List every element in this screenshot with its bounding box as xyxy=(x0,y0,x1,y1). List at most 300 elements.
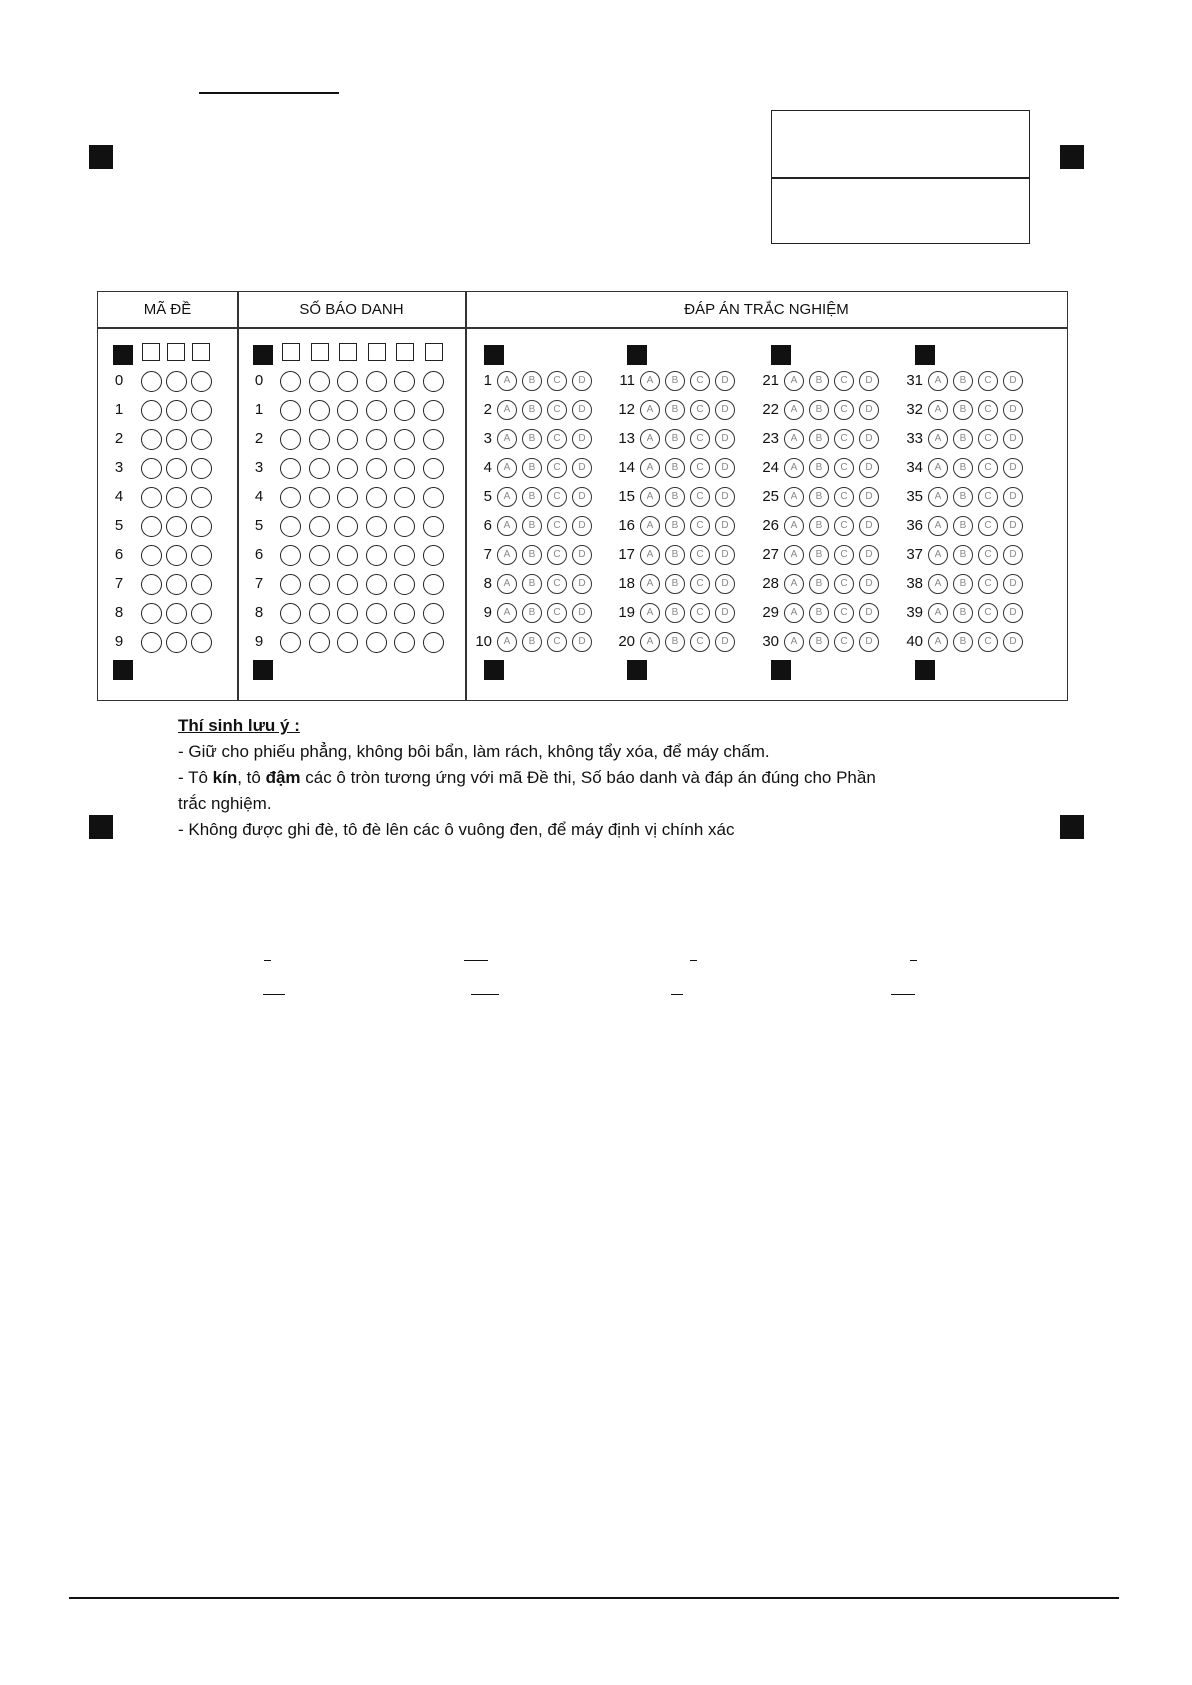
answer-bubble[interactable]: A xyxy=(928,371,948,391)
answer-bubble[interactable]: A xyxy=(640,632,660,652)
answer-bubble[interactable]: C xyxy=(978,400,998,420)
so-bao-danh-bubble[interactable] xyxy=(280,516,301,537)
so-bao-danh-bubble[interactable] xyxy=(366,400,387,421)
ma-de-bubble[interactable] xyxy=(141,371,162,392)
answer-bubble[interactable]: C xyxy=(834,516,854,536)
answer-bubble[interactable]: D xyxy=(572,574,592,594)
ma-de-digit-label: 2 xyxy=(114,430,124,447)
answer-bubble[interactable]: B xyxy=(809,371,829,391)
so-bao-danh-bubble[interactable] xyxy=(280,487,301,508)
answer-bubble[interactable]: A xyxy=(928,632,948,652)
note-line-4: - Không được ghi đè, tô đè lên các ô vuông đen, để máy định vị chính xác xyxy=(178,820,735,839)
so-bao-danh-bubble[interactable] xyxy=(394,545,415,566)
so-bao-danh-bubble[interactable] xyxy=(423,458,444,479)
answer-bubble[interactable]: A xyxy=(497,516,517,536)
ma-de-bubble[interactable] xyxy=(191,429,212,450)
timing-mark xyxy=(113,345,133,365)
answer-bubble[interactable]: A xyxy=(640,603,660,623)
answer-bubble[interactable]: A xyxy=(784,429,804,449)
ma-de-bubble[interactable] xyxy=(191,400,212,421)
question-number: 23 xyxy=(762,430,779,447)
answer-bubble[interactable]: C xyxy=(834,574,854,594)
answer-bubble[interactable]: A xyxy=(640,516,660,536)
so-bao-danh-bubble[interactable] xyxy=(423,371,444,392)
answer-bubble[interactable]: B xyxy=(665,603,685,623)
answer-bubble[interactable]: A xyxy=(784,371,804,391)
so-bao-danh-bubble[interactable] xyxy=(366,458,387,479)
answer-bubble[interactable]: D xyxy=(1003,545,1023,565)
so-bao-danh-bubble[interactable] xyxy=(309,487,330,508)
answer-bubble[interactable]: C xyxy=(690,574,710,594)
answer-bubble[interactable]: C xyxy=(547,487,567,507)
answer-bubble[interactable]: D xyxy=(859,603,879,623)
answer-bubble[interactable]: D xyxy=(572,516,592,536)
so-bao-danh-bubble[interactable] xyxy=(366,516,387,537)
so-bao-danh-bubble[interactable] xyxy=(394,516,415,537)
answer-bubble[interactable]: C xyxy=(547,545,567,565)
answer-bubble[interactable]: C xyxy=(834,487,854,507)
so-bao-danh-bubble[interactable] xyxy=(366,371,387,392)
answer-bubble[interactable]: D xyxy=(572,371,592,391)
answer-bubble[interactable]: B xyxy=(953,458,973,478)
note-kin: kín xyxy=(212,768,238,787)
answer-bubble[interactable]: A xyxy=(928,458,948,478)
answer-bubble[interactable]: C xyxy=(547,632,567,652)
answer-bubble[interactable]: D xyxy=(1003,371,1023,391)
answer-bubble[interactable]: C xyxy=(547,371,567,391)
so-bao-danh-bubble[interactable] xyxy=(337,574,358,595)
answer-bubble[interactable]: B xyxy=(665,371,685,391)
answer-bubble[interactable]: C xyxy=(978,545,998,565)
answer-bubble[interactable]: B xyxy=(522,429,542,449)
answer-bubble[interactable]: A xyxy=(640,429,660,449)
so-bao-danh-bubble[interactable] xyxy=(423,574,444,595)
answer-bubble[interactable]: B xyxy=(522,545,542,565)
answer-bubble[interactable]: B xyxy=(953,487,973,507)
answer-bubble[interactable]: C xyxy=(690,632,710,652)
answer-bubble[interactable]: D xyxy=(859,632,879,652)
answer-bubble[interactable]: C xyxy=(978,487,998,507)
answer-grid xyxy=(97,291,1068,701)
so-bao-danh-bubble[interactable] xyxy=(309,516,330,537)
so-bao-danh-bubble[interactable] xyxy=(366,632,387,653)
so-bao-danh-bubble[interactable] xyxy=(280,632,301,653)
answer-bubble[interactable]: B xyxy=(809,574,829,594)
question-number: 13 xyxy=(618,430,635,447)
question-number: 1 xyxy=(483,372,492,389)
answer-bubble[interactable]: C xyxy=(690,371,710,391)
answer-bubble[interactable]: A xyxy=(928,429,948,449)
timing-mark xyxy=(771,660,791,680)
answer-bubble[interactable]: B xyxy=(953,632,973,652)
dap-an-heading: ĐÁP ÁN TRẮC NGHIỆM xyxy=(684,301,849,318)
ma-de-bubble[interactable] xyxy=(141,603,162,624)
so-bao-danh-bubble[interactable] xyxy=(337,516,358,537)
so-bao-danh-bubble[interactable] xyxy=(423,516,444,537)
answer-bubble[interactable]: B xyxy=(522,371,542,391)
ma-de-digit-label: 8 xyxy=(114,604,124,621)
answer-bubble[interactable]: B xyxy=(665,574,685,594)
ma-de-digit-label: 5 xyxy=(114,517,124,534)
so-bao-danh-bubble[interactable] xyxy=(394,400,415,421)
answer-bubble[interactable]: D xyxy=(715,603,735,623)
answer-bubble[interactable]: B xyxy=(522,458,542,478)
answer-bubble[interactable]: A xyxy=(497,632,517,652)
answer-bubble[interactable]: B xyxy=(665,458,685,478)
header-box xyxy=(771,110,1030,244)
note-line-1: - Giữ cho phiếu phẳng, không bôi bẩn, làm rách, không tẩy xóa, để máy chấm. xyxy=(178,742,770,761)
answer-bubble[interactable]: B xyxy=(809,458,829,478)
so-bao-danh-bubble[interactable] xyxy=(337,545,358,566)
answer-bubble[interactable]: C xyxy=(547,603,567,623)
answer-bubble[interactable]: A xyxy=(784,487,804,507)
answer-bubble[interactable]: A xyxy=(784,574,804,594)
ma-de-bubble[interactable] xyxy=(191,487,212,508)
timing-mark xyxy=(253,345,273,365)
answer-bubble[interactable]: A xyxy=(784,458,804,478)
so-bao-danh-bubble[interactable] xyxy=(366,429,387,450)
answer-column xyxy=(466,292,1067,700)
answer-bubble[interactable]: B xyxy=(522,516,542,536)
answer-bubble[interactable]: D xyxy=(715,487,735,507)
answer-bubble[interactable]: C xyxy=(690,458,710,478)
answer-bubble[interactable]: A xyxy=(497,400,517,420)
so-bao-danh-bubble[interactable] xyxy=(337,603,358,624)
answer-bubble[interactable]: B xyxy=(665,487,685,507)
so-bao-danh-bubble[interactable] xyxy=(423,487,444,508)
answer-bubble[interactable]: C xyxy=(547,400,567,420)
answer-bubble[interactable]: A xyxy=(928,603,948,623)
answer-bubble[interactable]: C xyxy=(978,574,998,594)
answer-bubble[interactable]: A xyxy=(784,603,804,623)
question-number: 22 xyxy=(762,401,779,418)
ma-de-bubble[interactable] xyxy=(191,458,212,479)
answer-bubble[interactable]: B xyxy=(809,400,829,420)
answer-bubble[interactable]: D xyxy=(572,400,592,420)
answer-bubble[interactable]: D xyxy=(1003,429,1023,449)
so-bao-danh-bubble[interactable] xyxy=(394,603,415,624)
answer-bubble[interactable]: D xyxy=(715,632,735,652)
question-number: 40 xyxy=(906,633,923,650)
blank-line xyxy=(471,994,499,995)
answer-bubble[interactable]: D xyxy=(859,400,879,420)
ma-de-bubble[interactable] xyxy=(166,545,187,566)
answer-bubble[interactable]: D xyxy=(1003,632,1023,652)
answer-bubble[interactable]: D xyxy=(1003,574,1023,594)
note-line-3: trắc nghiệm. xyxy=(178,794,272,813)
so-bao-danh-write-box[interactable] xyxy=(339,343,357,361)
answer-bubble[interactable]: D xyxy=(859,429,879,449)
answer-bubble[interactable]: D xyxy=(859,487,879,507)
ma-de-bubble[interactable] xyxy=(166,516,187,537)
answer-bubble[interactable]: D xyxy=(715,371,735,391)
so-bao-danh-bubble[interactable] xyxy=(309,603,330,624)
ma-de-write-box[interactable] xyxy=(142,343,160,361)
so-bao-danh-bubble[interactable] xyxy=(366,603,387,624)
answer-bubble[interactable]: D xyxy=(715,516,735,536)
answer-bubble[interactable]: C xyxy=(690,603,710,623)
answer-bubble[interactable]: B xyxy=(665,429,685,449)
answer-bubble[interactable]: C xyxy=(690,487,710,507)
question-number: 29 xyxy=(762,604,779,621)
so-bao-danh-bubble[interactable] xyxy=(423,400,444,421)
answer-bubble[interactable]: D xyxy=(572,603,592,623)
so-bao-danh-write-box[interactable] xyxy=(311,343,329,361)
so-bao-danh-bubble[interactable] xyxy=(280,545,301,566)
so-bao-danh-bubble[interactable] xyxy=(394,632,415,653)
ma-de-digit-label: 9 xyxy=(114,633,124,650)
so-bao-danh-bubble[interactable] xyxy=(337,429,358,450)
ma-de-bubble[interactable] xyxy=(141,574,162,595)
ma-de-bubble[interactable] xyxy=(166,632,187,653)
answer-bubble[interactable]: B xyxy=(665,632,685,652)
blank-line xyxy=(690,960,697,961)
note-line-2 xyxy=(178,767,876,789)
ma-de-bubble[interactable] xyxy=(191,371,212,392)
so-bao-danh-bubble[interactable] xyxy=(366,487,387,508)
answer-bubble[interactable]: A xyxy=(640,400,660,420)
answer-bubble[interactable]: D xyxy=(1003,516,1023,536)
so-bao-danh-bubble[interactable] xyxy=(280,371,301,392)
answer-bubble[interactable]: C xyxy=(547,429,567,449)
question-number: 16 xyxy=(618,517,635,534)
answer-bubble[interactable]: A xyxy=(784,400,804,420)
so-bao-danh-bubble[interactable] xyxy=(337,487,358,508)
answer-bubble[interactable]: A xyxy=(497,371,517,391)
ma-de-bubble[interactable] xyxy=(191,516,212,537)
ma-de-bubble[interactable] xyxy=(191,603,212,624)
ma-de-bubble[interactable] xyxy=(166,458,187,479)
answer-bubble[interactable]: C xyxy=(978,603,998,623)
answer-bubble[interactable]: A xyxy=(784,545,804,565)
ma-de-digit-label: 3 xyxy=(114,459,124,476)
answer-bubble[interactable]: C xyxy=(834,632,854,652)
answer-bubble[interactable]: A xyxy=(497,429,517,449)
answer-bubble[interactable]: D xyxy=(572,487,592,507)
answer-bubble[interactable]: C xyxy=(834,458,854,478)
so-bao-danh-digit-label: 0 xyxy=(254,372,264,389)
answer-bubble[interactable]: C xyxy=(834,603,854,623)
answer-bubble[interactable]: B xyxy=(953,603,973,623)
answer-bubble[interactable]: B xyxy=(809,545,829,565)
answer-bubble[interactable]: D xyxy=(715,429,735,449)
so-bao-danh-bubble[interactable] xyxy=(394,487,415,508)
answer-bubble[interactable]: A xyxy=(497,545,517,565)
answer-bubble[interactable]: C xyxy=(547,458,567,478)
ma-de-bubble[interactable] xyxy=(166,603,187,624)
ma-de-bubble[interactable] xyxy=(191,574,212,595)
so-bao-danh-digit-label: 6 xyxy=(254,546,264,563)
so-bao-danh-bubble[interactable] xyxy=(337,632,358,653)
answer-bubble[interactable]: A xyxy=(497,487,517,507)
answer-bubble[interactable]: B xyxy=(665,516,685,536)
timing-mark xyxy=(113,660,133,680)
so-bao-danh-write-box[interactable] xyxy=(282,343,300,361)
so-bao-danh-bubble[interactable] xyxy=(309,458,330,479)
so-bao-danh-bubble[interactable] xyxy=(280,400,301,421)
so-bao-danh-bubble[interactable] xyxy=(423,429,444,450)
ma-de-bubble[interactable] xyxy=(191,632,212,653)
question-number: 33 xyxy=(906,430,923,447)
so-bao-danh-bubble[interactable] xyxy=(423,545,444,566)
timing-mark xyxy=(484,660,504,680)
answer-bubble[interactable]: A xyxy=(928,400,948,420)
answer-bubble[interactable]: C xyxy=(690,516,710,536)
ma-de-bubble[interactable] xyxy=(166,400,187,421)
question-number: 35 xyxy=(906,488,923,505)
answer-bubble[interactable]: D xyxy=(859,545,879,565)
answer-bubble[interactable]: A xyxy=(928,516,948,536)
answer-bubble[interactable]: B xyxy=(953,400,973,420)
answer-bubble[interactable]: D xyxy=(1003,603,1023,623)
answer-bubble[interactable]: C xyxy=(834,400,854,420)
answer-bubble[interactable]: D xyxy=(572,458,592,478)
answer-bubble[interactable]: C xyxy=(690,400,710,420)
ma-de-digit-label: 6 xyxy=(114,546,124,563)
ma-de-bubble[interactable] xyxy=(166,487,187,508)
answer-bubble[interactable]: C xyxy=(978,632,998,652)
answer-bubble[interactable]: B xyxy=(522,603,542,623)
ma-de-heading: MÃ ĐỀ xyxy=(143,301,192,318)
ma-de-bubble[interactable] xyxy=(141,458,162,479)
so-bao-danh-write-box[interactable] xyxy=(425,343,443,361)
so-bao-danh-bubble[interactable] xyxy=(394,458,415,479)
answer-bubble[interactable]: D xyxy=(715,545,735,565)
answer-bubble[interactable]: B xyxy=(953,545,973,565)
answer-bubble[interactable]: A xyxy=(640,371,660,391)
so-bao-danh-bubble[interactable] xyxy=(280,458,301,479)
so-bao-danh-bubble[interactable] xyxy=(309,632,330,653)
answer-bubble[interactable]: B xyxy=(809,632,829,652)
answer-bubble[interactable]: B xyxy=(953,574,973,594)
ma-de-bubble[interactable] xyxy=(141,545,162,566)
ma-de-bubble[interactable] xyxy=(141,632,162,653)
so-bao-danh-write-box[interactable] xyxy=(368,343,386,361)
so-bao-danh-bubble[interactable] xyxy=(280,574,301,595)
answer-bubble[interactable]: D xyxy=(859,574,879,594)
answer-bubble[interactable]: D xyxy=(715,458,735,478)
answer-bubble[interactable]: C xyxy=(834,371,854,391)
so-bao-danh-bubble[interactable] xyxy=(280,603,301,624)
answer-bubble[interactable]: C xyxy=(547,516,567,536)
answer-bubble[interactable]: A xyxy=(497,574,517,594)
so-bao-danh-bubble[interactable] xyxy=(309,400,330,421)
answer-bubble[interactable]: C xyxy=(978,516,998,536)
answer-bubble[interactable]: B xyxy=(809,487,829,507)
so-bao-danh-write-box[interactable] xyxy=(396,343,414,361)
answer-bubble[interactable]: C xyxy=(690,429,710,449)
answer-bubble[interactable]: D xyxy=(859,458,879,478)
so-bao-danh-bubble[interactable] xyxy=(394,574,415,595)
answer-bubble[interactable]: D xyxy=(715,400,735,420)
answer-bubble[interactable]: C xyxy=(690,545,710,565)
so-bao-danh-bubble[interactable] xyxy=(337,371,358,392)
answer-bubble[interactable]: C xyxy=(547,574,567,594)
answer-bubble[interactable]: D xyxy=(1003,487,1023,507)
ma-de-bubble[interactable] xyxy=(141,516,162,537)
so-bao-danh-bubble[interactable] xyxy=(309,574,330,595)
so-bao-danh-bubble[interactable] xyxy=(309,429,330,450)
answer-bubble[interactable]: A xyxy=(784,632,804,652)
ma-de-bubble[interactable] xyxy=(141,429,162,450)
answer-bubble[interactable]: B xyxy=(522,487,542,507)
so-bao-danh-digit-label: 4 xyxy=(254,488,264,505)
answer-bubble[interactable]: B xyxy=(809,516,829,536)
answer-bubble[interactable]: C xyxy=(978,371,998,391)
answer-bubble[interactable]: B xyxy=(953,429,973,449)
question-number: 14 xyxy=(618,459,635,476)
answer-bubble[interactable]: B xyxy=(522,400,542,420)
answer-bubble[interactable]: C xyxy=(978,429,998,449)
answer-bubble[interactable]: A xyxy=(928,487,948,507)
blank-line xyxy=(891,994,915,995)
answer-bubble[interactable]: D xyxy=(1003,458,1023,478)
ma-de-bubble[interactable] xyxy=(166,574,187,595)
answer-bubble[interactable]: B xyxy=(522,632,542,652)
so-bao-danh-bubble[interactable] xyxy=(423,603,444,624)
answer-bubble[interactable]: D xyxy=(859,371,879,391)
answer-bubble[interactable]: D xyxy=(1003,400,1023,420)
so-bao-danh-bubble[interactable] xyxy=(423,632,444,653)
answer-bubble[interactable]: B xyxy=(522,574,542,594)
so-bao-danh-bubble[interactable] xyxy=(337,458,358,479)
answer-bubble[interactable]: D xyxy=(572,545,592,565)
answer-bubble[interactable]: D xyxy=(859,516,879,536)
ma-de-bubble[interactable] xyxy=(166,429,187,450)
ma-de-bubble[interactable] xyxy=(141,400,162,421)
answer-bubble[interactable]: A xyxy=(640,458,660,478)
so-bao-danh-bubble[interactable] xyxy=(309,545,330,566)
answer-bubble[interactable]: A xyxy=(640,487,660,507)
answer-bubble[interactable]: D xyxy=(715,574,735,594)
so-bao-danh-bubble[interactable] xyxy=(309,371,330,392)
answer-bubble[interactable]: A xyxy=(928,545,948,565)
answer-bubble[interactable]: B xyxy=(809,603,829,623)
ma-de-write-box[interactable] xyxy=(167,343,185,361)
question-number: 38 xyxy=(906,575,923,592)
answer-bubble[interactable]: A xyxy=(640,545,660,565)
ma-de-bubble[interactable] xyxy=(191,545,212,566)
question-number: 19 xyxy=(618,604,635,621)
answer-bubble[interactable]: A xyxy=(640,574,660,594)
ma-de-write-box[interactable] xyxy=(192,343,210,361)
answer-bubble[interactable]: B xyxy=(953,371,973,391)
answer-bubble[interactable]: A xyxy=(497,458,517,478)
ma-de-bubble[interactable] xyxy=(166,371,187,392)
so-bao-danh-bubble[interactable] xyxy=(366,545,387,566)
answer-bubble[interactable]: D xyxy=(572,632,592,652)
ma-de-bubble[interactable] xyxy=(141,487,162,508)
answer-bubble[interactable]: B xyxy=(665,545,685,565)
answer-bubble[interactable]: B xyxy=(809,429,829,449)
so-bao-danh-digit-label: 9 xyxy=(254,633,264,650)
so-bao-danh-bubble[interactable] xyxy=(394,429,415,450)
answer-bubble[interactable]: C xyxy=(978,458,998,478)
answer-bubble[interactable]: D xyxy=(572,429,592,449)
answer-bubble[interactable]: A xyxy=(497,603,517,623)
so-bao-danh-bubble[interactable] xyxy=(337,400,358,421)
timing-mark xyxy=(484,345,504,365)
answer-bubble[interactable]: C xyxy=(834,429,854,449)
answer-bubble[interactable]: B xyxy=(953,516,973,536)
so-bao-danh-bubble[interactable] xyxy=(280,429,301,450)
answer-bubble[interactable]: A xyxy=(784,516,804,536)
so-bao-danh-bubble[interactable] xyxy=(394,371,415,392)
answer-bubble[interactable]: C xyxy=(834,545,854,565)
answer-bubble[interactable]: B xyxy=(665,400,685,420)
so-bao-danh-bubble[interactable] xyxy=(366,574,387,595)
answer-bubble[interactable]: A xyxy=(928,574,948,594)
